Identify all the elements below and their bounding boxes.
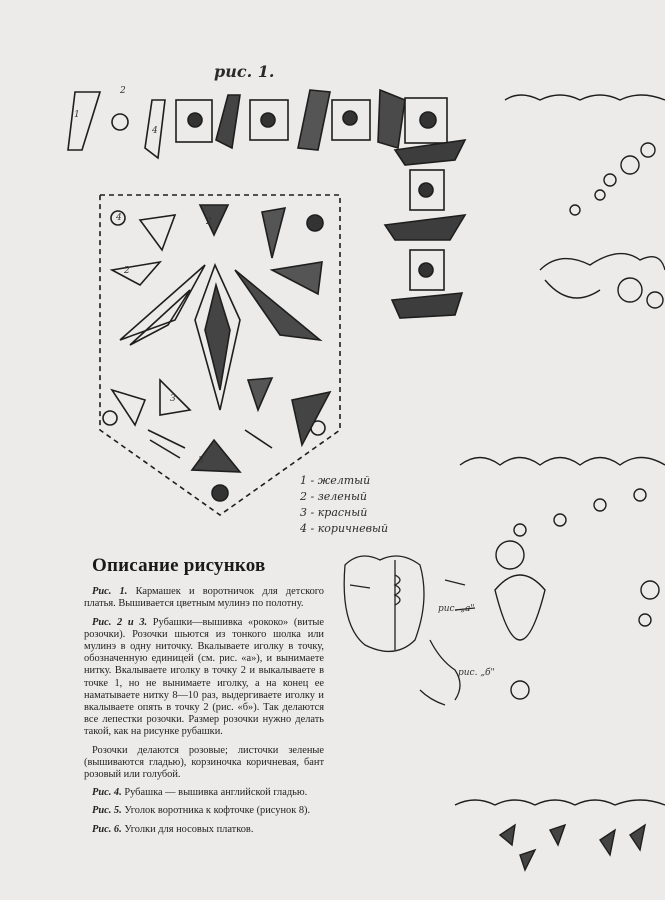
legend-item: 4 - коричневый — [300, 522, 389, 535]
article-paragraph — [84, 805, 324, 817]
article-paragraph — [84, 745, 324, 782]
figure-number-label: 4 — [152, 126, 158, 136]
collar-border-pattern — [68, 90, 465, 318]
figure-reference: Рис. 5. — [92, 805, 122, 817]
rococo-stitch-sketch — [344, 556, 475, 705]
figure-number-label: 3 — [198, 456, 204, 466]
figure-number-label: 3 — [170, 394, 176, 404]
sketch-label-a: рис. „а" — [438, 604, 475, 614]
figure-reference: Рис. 6. — [92, 823, 122, 835]
shirt-embroidery-right — [455, 95, 665, 870]
figure-number-label: 2 — [206, 217, 212, 227]
paragraph-text: Рубашка — вышивка английской гладью. — [124, 787, 308, 799]
article-heading: Описание рисунков — [92, 555, 266, 576]
article-column — [84, 555, 324, 842]
figure-reference: Рис. 2 и 3. — [92, 616, 148, 628]
figure-number-label: 1 — [74, 110, 80, 120]
figure-number-label: 2 — [124, 266, 130, 276]
article-paragraph — [84, 787, 324, 799]
paragraph-text: Рубашки—вышивка «рококо» (витые розочки). Розочки шьются из тонкого шолка или мулинэ в одну ниточку. Вкалываете иголку в точку, обозначенную единицей (см. рис. «а»), и вынимаете нитку. Вкалываете иголку в точку 2 и выкалываете в точке 1, но не вынимаете иголку, а на конец ее наматываете нитку 8—10 раз, выдергиваете иголку и вкалываете опять в точку 2 (рис. «б»). Так делаются все лепестки розочки. Размер розочки нужно делать такой, как на рисунке рубашки. — [84, 616, 324, 738]
legend-item: 3 - красный — [300, 506, 368, 519]
figure-reference: Рис. 4. — [92, 787, 122, 799]
figure-number-label: 4 — [116, 213, 122, 223]
article-paragraph — [84, 617, 324, 739]
figure-number-label: 2 — [120, 86, 126, 96]
pocket-pattern — [100, 195, 340, 515]
paragraph-text: Уголок воротника к кофточке (рисунок 8). — [124, 805, 311, 817]
article-paragraph — [84, 586, 324, 610]
paragraph-text: Розочки делаются розовые; листочки зеленые (вышиваются гладью), корзиночка коричневая, бант розовый или голубой. — [84, 744, 324, 781]
figure-reference: Рис. 1. — [92, 586, 128, 598]
legend-item: 1 - желтый — [300, 474, 371, 487]
sketch-label-b: рис. „б" — [458, 668, 495, 678]
paragraph-text: Кармашек и воротничок для детского платья. Вышивается цветным мулинэ по полотну. — [84, 586, 324, 610]
figure-1-label: рис. 1. — [214, 62, 275, 81]
article-paragraph — [84, 824, 324, 836]
legend-item: 2 - зеленый — [300, 490, 368, 503]
paragraph-text: Уголки для носовых платков. — [124, 823, 254, 835]
